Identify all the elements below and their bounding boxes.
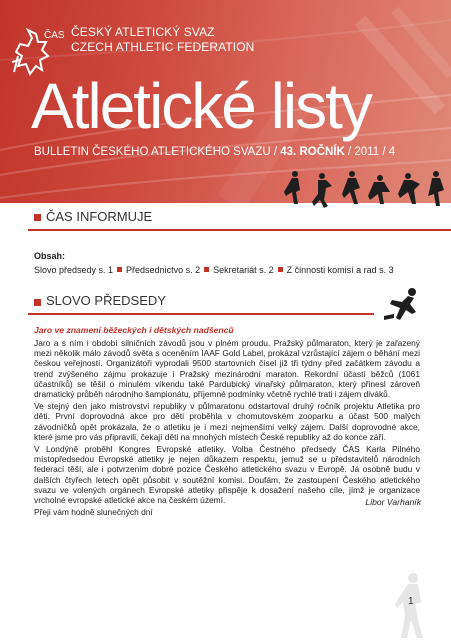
bullet-square-icon [278, 267, 283, 272]
federation-name [71, 25, 254, 55]
article-paragraph: Jaro a s ním i období silničních závodů jsou v plném proudu. Pražský půlmaraton, který je zařazený mezi několik málo závodů světa s oceněním IAAF Gold Label, prokázal vzrůstající zájem o běhání mezi českou veřejností. Organizátoři vyprodali 9500 startovních čísel již tři týdny před začátkem závodu a trend zvýšeného zájmu prokazuje i Pražský mezinárodní maraton. Rekordní účastí běžců (1061 účastníků) se těšil o minulém víkendu také Pardubický vinařský půlmaraton, který přinesl zároveň dramatický průběh národního šampionátu, příjemné podmínky včetně rychlé trati i zájem diváků. [34, 338, 420, 400]
article-paragraph: Přeji vám hodně slunečných dní [34, 507, 153, 518]
bulletin-prefix: BULLETIN ČESKÉHO ATLETICKÉHO SVAZU / [34, 146, 278, 158]
article-paragraph: V Londýně proběhl Kongres Evropské atletiky. Volba Čestného předsedy ČAS Karla Pilného místopředsedou Evropské atletiky je nejen důkazem respektu, jemuž se u představitelů národních federací těší, ale i potvrzením dobré pozice Českého atletického svazu v Evropě. Já osobně budu v dalších čtyřech letech opět působit v soutěžní komisi. Doufám, že zastoupení Českého atletického svazu ve volených orgánech Evropské atletiky přispěje k dosažení našeho cíle, jímž je organizace vrcholné evropské atletické akce na českém území. [34, 444, 420, 506]
section-banner-title: ČAS INFORMUJE [46, 209, 153, 224]
publication-title: Atletické listy [31, 70, 371, 142]
section-banner [0, 209, 451, 231]
contents-item[interactable]: Sekretariát s. 2 [213, 265, 274, 275]
logo-text: ČAS [44, 30, 65, 41]
contents-list [34, 265, 394, 275]
contents-heading: Obsah: [34, 251, 66, 261]
bullet-square-icon [117, 267, 122, 272]
issue-number: 43. ROČNÍK [280, 146, 345, 158]
article-signature: Libor Varhaník [365, 497, 421, 507]
page-number: 1 [408, 596, 414, 607]
bullet-square-icon [34, 214, 41, 221]
bulletin-line [34, 146, 395, 158]
federation-name-en: CZECH ATHLETIC FEDERATION [71, 40, 255, 54]
athlete-silhouettes-icon [280, 170, 451, 210]
contents-item[interactable]: Slovo předsedy s. 1 [34, 265, 114, 275]
section-divider [28, 229, 451, 231]
article-paragraph: Ve stejný den jako mistrovství republiky v půlmaratonu odstartoval druhý ročník projektu Atletika pro děti. První doprovodná akce pro děti proběhla v chomutovském zooparku a účast 500 malých závodníčků opět prokázala, že o atletiku je i mezi nejmenšími velký zájem. Další doprovodné akce, které jsme pro vás připravili, čekají děti na mnohých místech České republiky až do konce září. [34, 401, 420, 442]
issue-rest: / 2011 / 4 [348, 146, 396, 158]
article-subtitle: Jaro ve znamení běžeckých i dětských nadšenců [34, 325, 234, 335]
federation-name-cz: ČESKÝ ATLETICKÝ SVAZ [71, 25, 215, 39]
article-section-title: SLOVO PŘEDSEDY [46, 293, 166, 308]
bullet-square-icon [204, 267, 209, 272]
article-body [34, 338, 420, 519]
bullet-square-icon [34, 299, 41, 306]
contents-item[interactable]: Z činnosti komisí a rad s. 3 [286, 265, 394, 275]
section-divider [28, 313, 374, 315]
contents-item[interactable]: Předsednictvo s. 2 [126, 265, 201, 275]
sprinter-icon [382, 286, 422, 322]
